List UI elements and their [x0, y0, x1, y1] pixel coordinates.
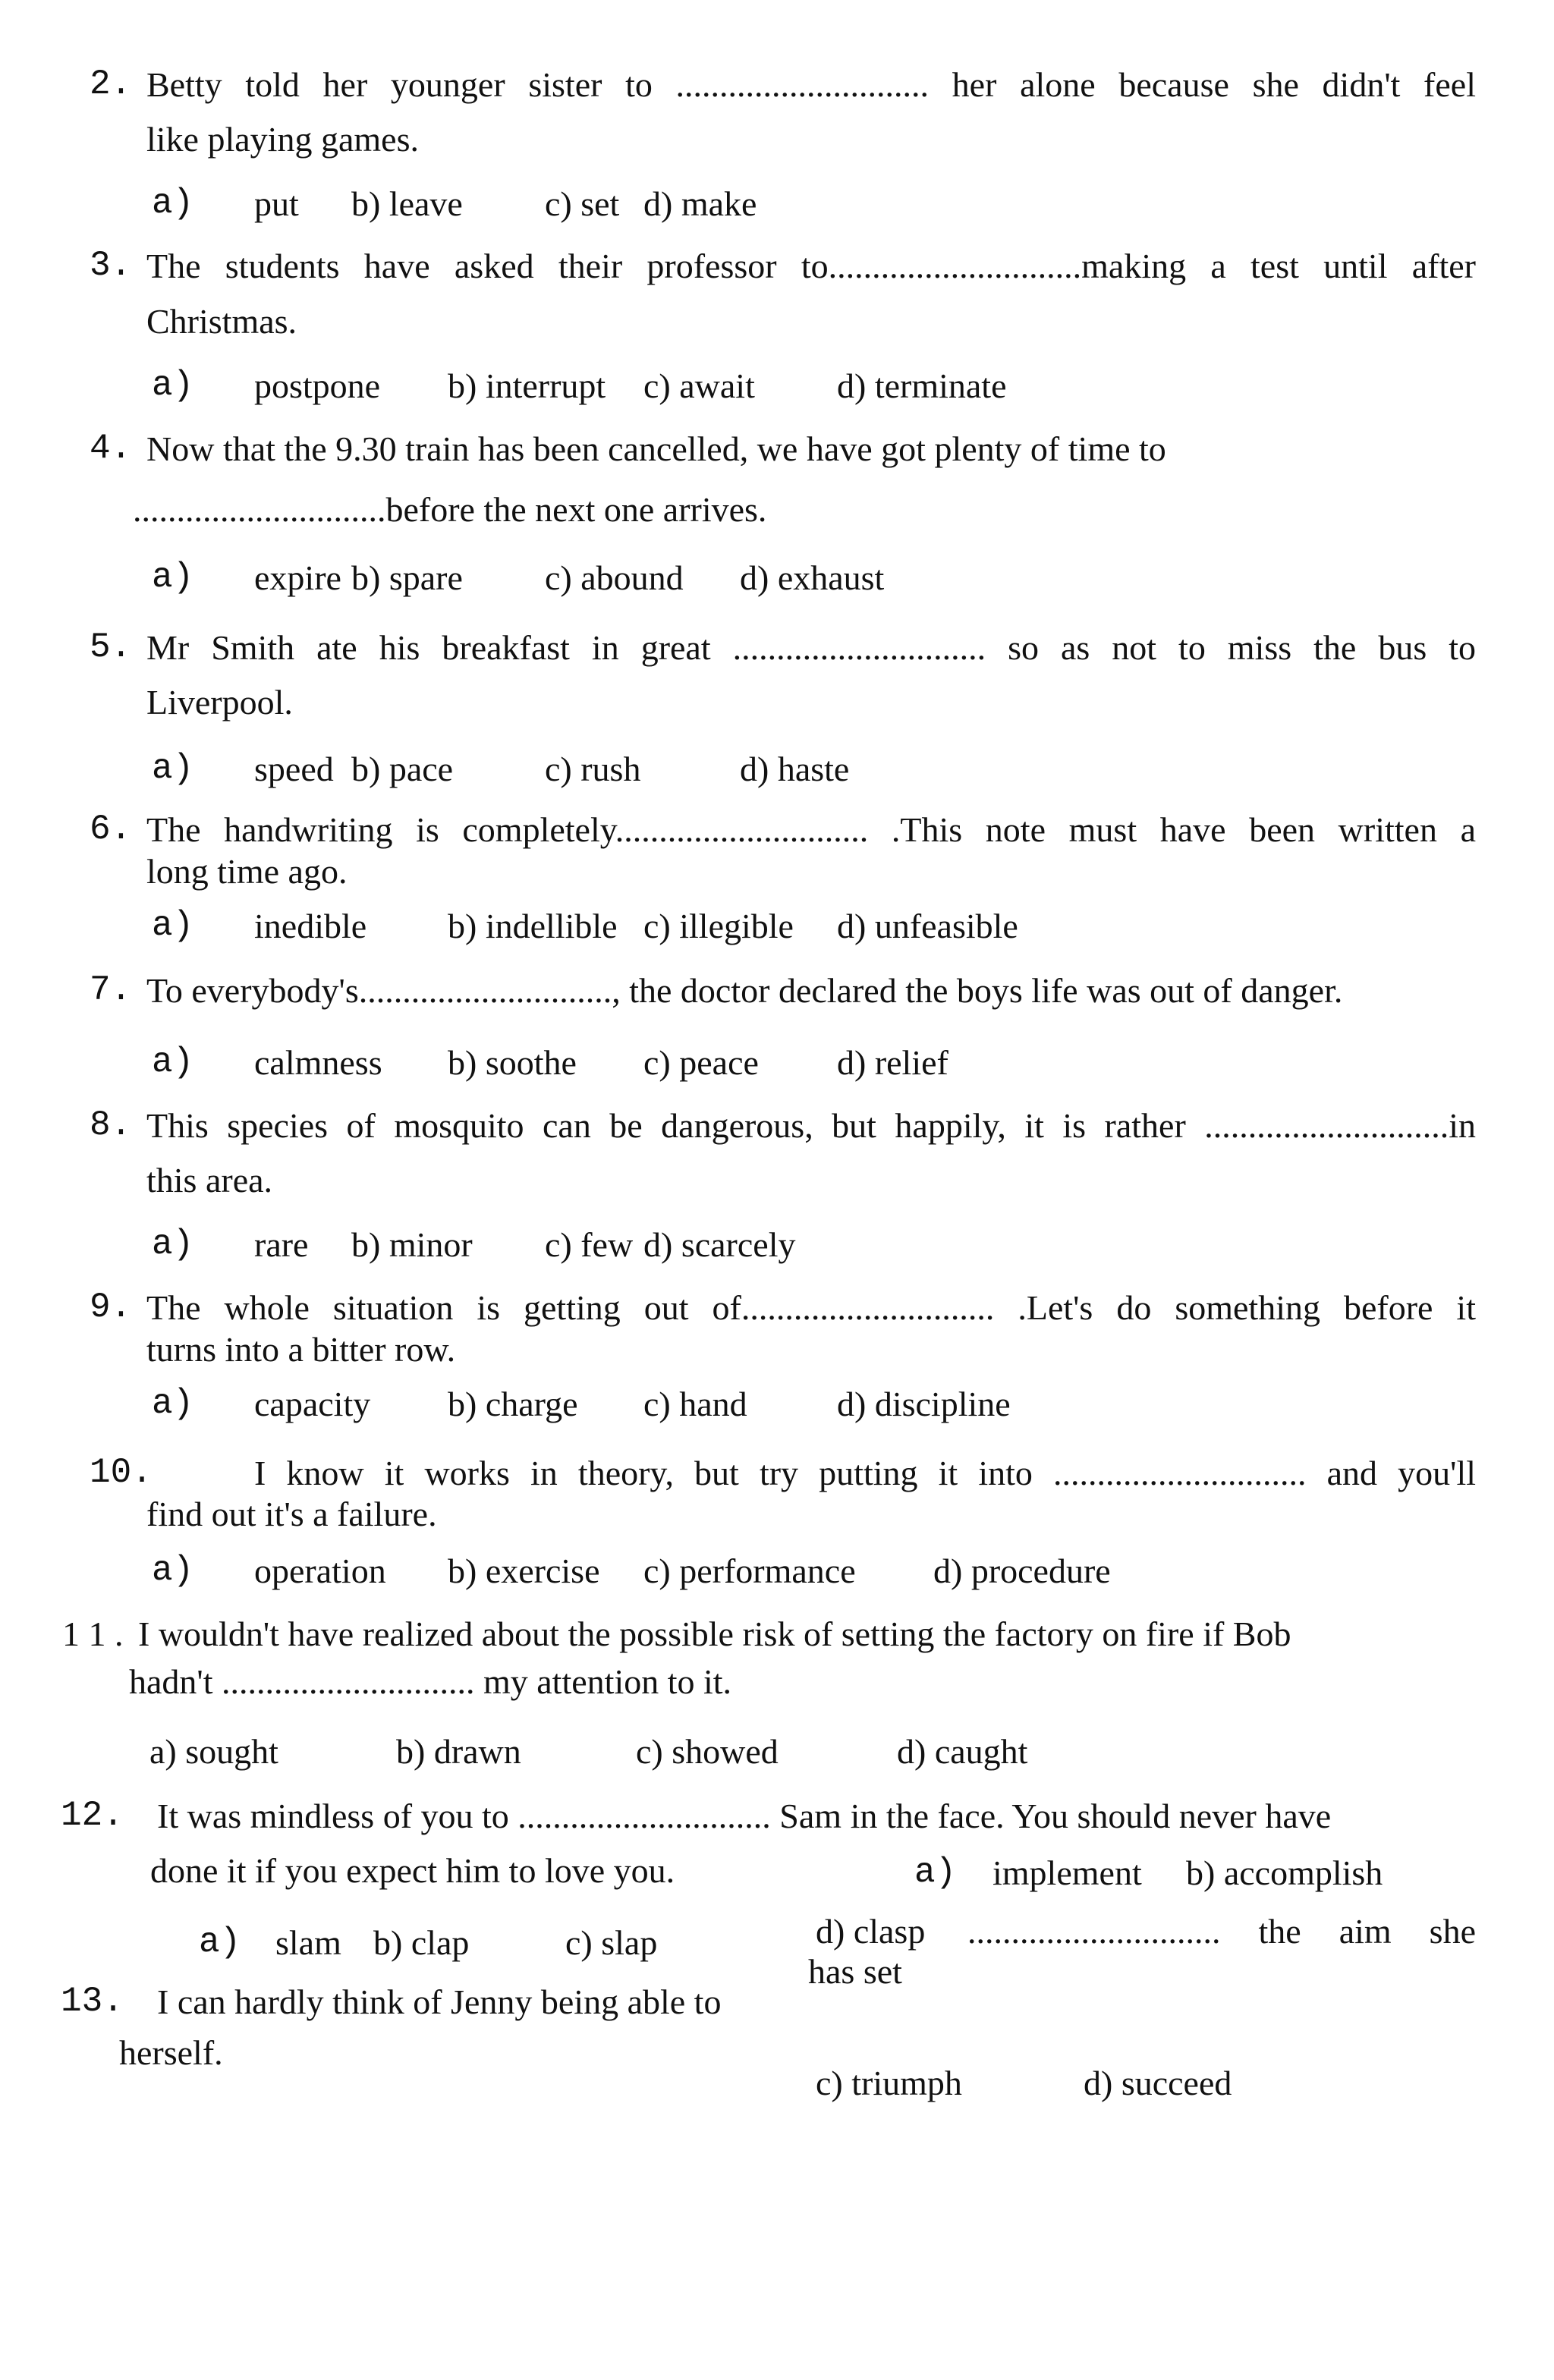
- option-b: b) accomplish: [1186, 1853, 1383, 1892]
- question-text: I wouldn't have realized about the possible risk of setting the factory on fire if Bob: [138, 1614, 1291, 1653]
- question-text: It was mindless of you to ............................. Sam in the face. You should never have: [157, 1797, 1332, 1835]
- question-number: 10.: [90, 1453, 153, 1492]
- option-c: c) abound: [545, 558, 684, 597]
- option-b: b) leave: [351, 184, 463, 223]
- question-text-cont: .............................before the next one arrives.: [133, 490, 767, 529]
- question-text: Mr Smith ate his breakfast in great ............................. so as not to miss the bus to: [146, 628, 1476, 667]
- option-c: c) few: [545, 1225, 634, 1264]
- option-d: d) terminate: [837, 366, 1007, 405]
- question-text-cont: like playing games.: [146, 120, 419, 159]
- question-text: Now that the 9.30 train has been cancelled, we have got plenty of time to: [146, 429, 1166, 468]
- question-number: 9.: [90, 1287, 132, 1327]
- option-c: c) triumph: [816, 2064, 962, 2102]
- option-b: b) soothe: [448, 1043, 577, 1082]
- option-a: capacity: [254, 1385, 371, 1423]
- option-a-label: a): [152, 906, 194, 945]
- option-b: b) charge: [448, 1385, 578, 1423]
- option-d: d) caught: [897, 1732, 1028, 1771]
- option-a: put: [254, 184, 299, 223]
- question-text-cont: find out it's a failure.: [146, 1495, 437, 1533]
- option-a-label: a): [152, 1225, 194, 1264]
- option-b: b) clap: [373, 1923, 470, 1962]
- option-a: expire: [254, 558, 341, 597]
- option-a-label: a): [152, 366, 194, 405]
- option-d: d) make: [643, 184, 757, 223]
- question-text: The handwriting is completely............................. .This note must have been written a: [146, 810, 1476, 849]
- question-number: 6.: [90, 810, 132, 849]
- option-a-label: a): [152, 749, 194, 788]
- question-text-cont: done it if you expect him to love you.: [150, 1851, 675, 1890]
- option-d: d) haste: [740, 750, 850, 788]
- option-c: c) showed: [636, 1732, 779, 1771]
- option-a: slam: [275, 1923, 341, 1962]
- option-a: inedible: [254, 907, 367, 945]
- question-number: 7.: [90, 970, 132, 1010]
- option-a: operation: [254, 1552, 386, 1590]
- option-a-label: a): [914, 1853, 957, 1892]
- question-text: The whole situation is getting out of............................. .Let's do something before it: [146, 1288, 1476, 1327]
- option-a: calmness: [254, 1043, 382, 1082]
- question-text: Betty told her younger sister to ............................. her alone because she didn't feel: [146, 65, 1476, 104]
- option-d: d) exhaust: [740, 558, 885, 597]
- option-a-label: a): [152, 184, 194, 223]
- option-a: speed: [254, 750, 334, 788]
- question-number: 8.: [90, 1105, 132, 1145]
- option-a-label: a): [152, 1384, 194, 1423]
- question-number: 4.: [90, 429, 132, 468]
- option-b: b) indellible: [448, 907, 618, 945]
- question-text-cont: hadn't ............................. my attention to it.: [129, 1662, 732, 1701]
- option-a: postpone: [254, 366, 381, 405]
- question-number: 13.: [61, 1982, 124, 2021]
- question-text: This species of mosquito can be dangerous, but happily, it is rather ............................in: [146, 1106, 1476, 1145]
- option-a: implement: [992, 1853, 1142, 1892]
- option-d: d) unfeasible: [837, 907, 1018, 945]
- option-b: b) drawn: [396, 1732, 521, 1771]
- question-number: 1 1 .: [62, 1614, 124, 1653]
- question-text: I can hardly think of Jenny being able to: [157, 1982, 722, 2021]
- option-b: b) pace: [351, 750, 454, 788]
- question-text-cont: long time ago.: [146, 852, 348, 891]
- question-number: 12.: [61, 1796, 124, 1835]
- option-c: c) peace: [643, 1043, 759, 1082]
- option-c: c) illegible: [643, 907, 794, 945]
- question-text: I know it works in theory, but try putting it into ............................. and you'll: [254, 1454, 1476, 1492]
- question-text-cont: herself.: [119, 2033, 223, 2072]
- option-a: a) sought: [149, 1732, 278, 1771]
- question-text-cont: Christmas.: [146, 302, 297, 341]
- option-c: c) rush: [545, 750, 641, 788]
- option-c: c) performance: [643, 1552, 856, 1590]
- option-d: d) clasp: [816, 1912, 926, 1951]
- option-a-label: a): [199, 1923, 241, 1962]
- question-text-cont: Liverpool.: [146, 683, 293, 722]
- question-text: The students have asked their professor to.............................making a test until after: [146, 247, 1476, 285]
- question-text-cont: this area.: [146, 1161, 273, 1199]
- question-text: To everybody's............................., the doctor declared the boys life was out of danger.: [146, 971, 1343, 1010]
- option-d: d) scarcely: [643, 1225, 796, 1264]
- question-text-right-cont: has set: [808, 1952, 902, 1991]
- question-text-right: ............................. the aim she: [967, 1912, 1476, 1951]
- option-b: b) minor: [351, 1225, 473, 1264]
- question-number: 5.: [90, 627, 132, 667]
- option-d: d) succeed: [1084, 2064, 1232, 2102]
- option-c: c) set: [545, 184, 620, 223]
- option-d: d) relief: [837, 1043, 948, 1082]
- option-d: d) discipline: [837, 1385, 1011, 1423]
- option-a-label: a): [152, 558, 194, 597]
- option-a-label: a): [152, 1042, 194, 1082]
- option-b: b) exercise: [448, 1552, 600, 1590]
- option-c: c) slap: [565, 1923, 658, 1962]
- option-b: b) spare: [351, 558, 463, 597]
- option-d: d) procedure: [933, 1552, 1111, 1590]
- question-number: 3.: [90, 246, 132, 285]
- option-c: c) await: [643, 366, 755, 405]
- option-b: b) interrupt: [448, 366, 606, 405]
- option-a-label: a): [152, 1551, 194, 1590]
- question-number: 2.: [90, 64, 132, 104]
- option-a: rare: [254, 1225, 309, 1264]
- question-text-cont: turns into a bitter row.: [146, 1330, 456, 1369]
- option-c: c) hand: [643, 1385, 747, 1423]
